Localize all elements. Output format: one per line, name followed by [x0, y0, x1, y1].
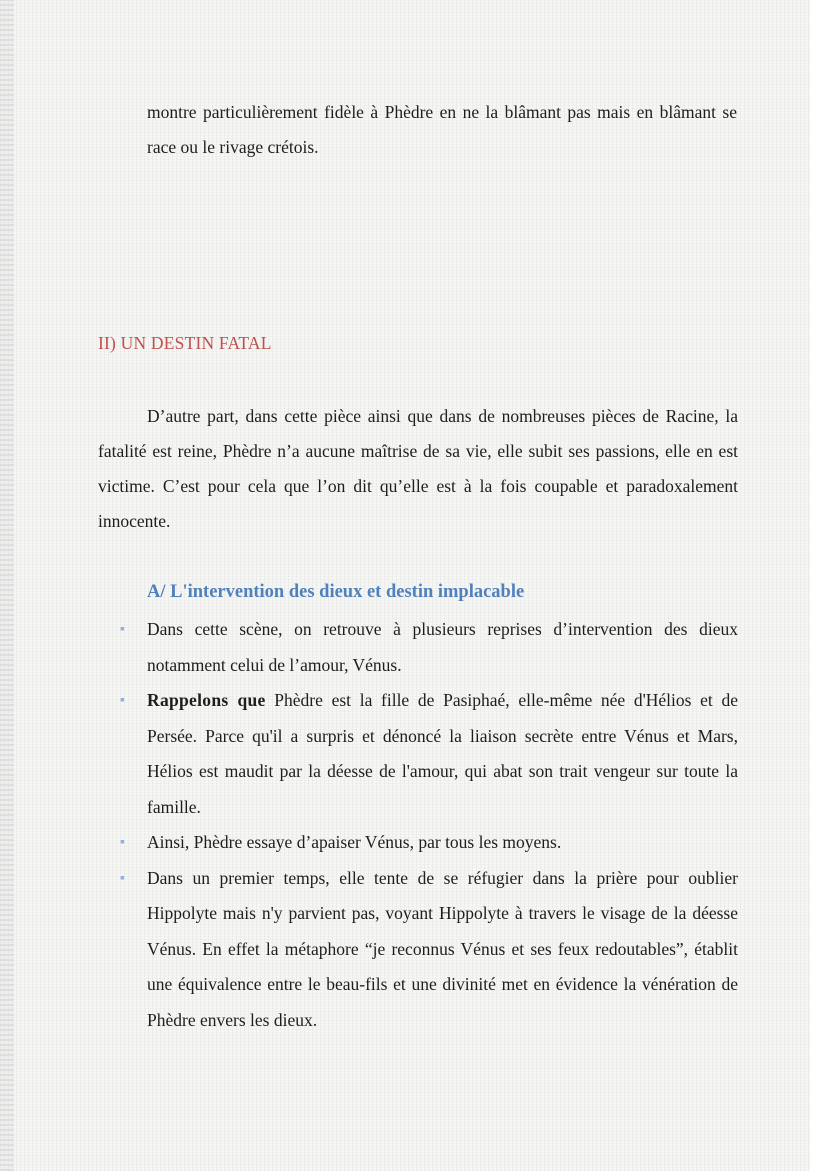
list-item-text: Dans un premier temps, elle tente de se réfugier dans la prière pour oublier Hippolyte mais n'y parvient pas, voyant Hippolyte à travers le visage de la déesse Vénus. En effet la métaphore “je reconnus Vénus et ses feux redoutables”, établit une équivalence entre le beau-fils et une divinité met en évidence la vénération de Phèdre envers les dieux. — [147, 867, 738, 1030]
list-item-text: Phèdre est la fille de Pasiphaé, elle-même née d'Hélios et de Persée. Parce qu'il a surpris et dénoncé la liaison secrète entre Vénus et Mars, Hélios est maudit par la déesse de l'amour, qui abat son trait vengeur sur toute la famille. — [147, 690, 738, 817]
list-item — [120, 683, 738, 825]
bullet-square-icon: ▪ — [120, 835, 125, 850]
list-item-lead: Rappelons que — [147, 690, 266, 710]
section-heading: II) UN DESTIN FATAL — [98, 333, 272, 353]
bullet-square-icon: ▪ — [120, 693, 125, 708]
bullet-square-icon: ▪ — [120, 870, 125, 886]
bullet-square-icon: ▪ — [120, 622, 125, 637]
scan-edge-right — [810, 0, 828, 1171]
list-item-text: Dans cette scène, on retrouve à plusieurs reprises d’intervention des dieux notamment celui de l’amour, Vénus. — [147, 619, 738, 675]
sub-heading: A/ L'intervention des dieux et destin implacable — [147, 582, 525, 602]
paragraph-continuation: montre particulièrement fidèle à Phèdre en ne la blâmant pas mais en blâmant se race ou le rivage crétois. — [147, 102, 737, 157]
list-item-text: Ainsi, Phèdre essaye d’apaiser Vénus, par tous les moyens. — [147, 832, 562, 852]
list-item — [120, 861, 738, 1039]
list-item — [120, 612, 738, 683]
paragraph-intro: D’autre part, dans cette pièce ainsi que dans de nombreuses pièces de Racine, la fatalité est reine, Phèdre n’a aucune maîtrise de sa vie, elle subit ses passions, elle en est victime. C’est pour cela que l’on dit qu’elle est à la fois coupable et paradoxalement innocente. — [98, 406, 738, 531]
scan-edge-left — [0, 0, 14, 1171]
bullet-list — [120, 612, 738, 1038]
list-item — [120, 825, 738, 861]
